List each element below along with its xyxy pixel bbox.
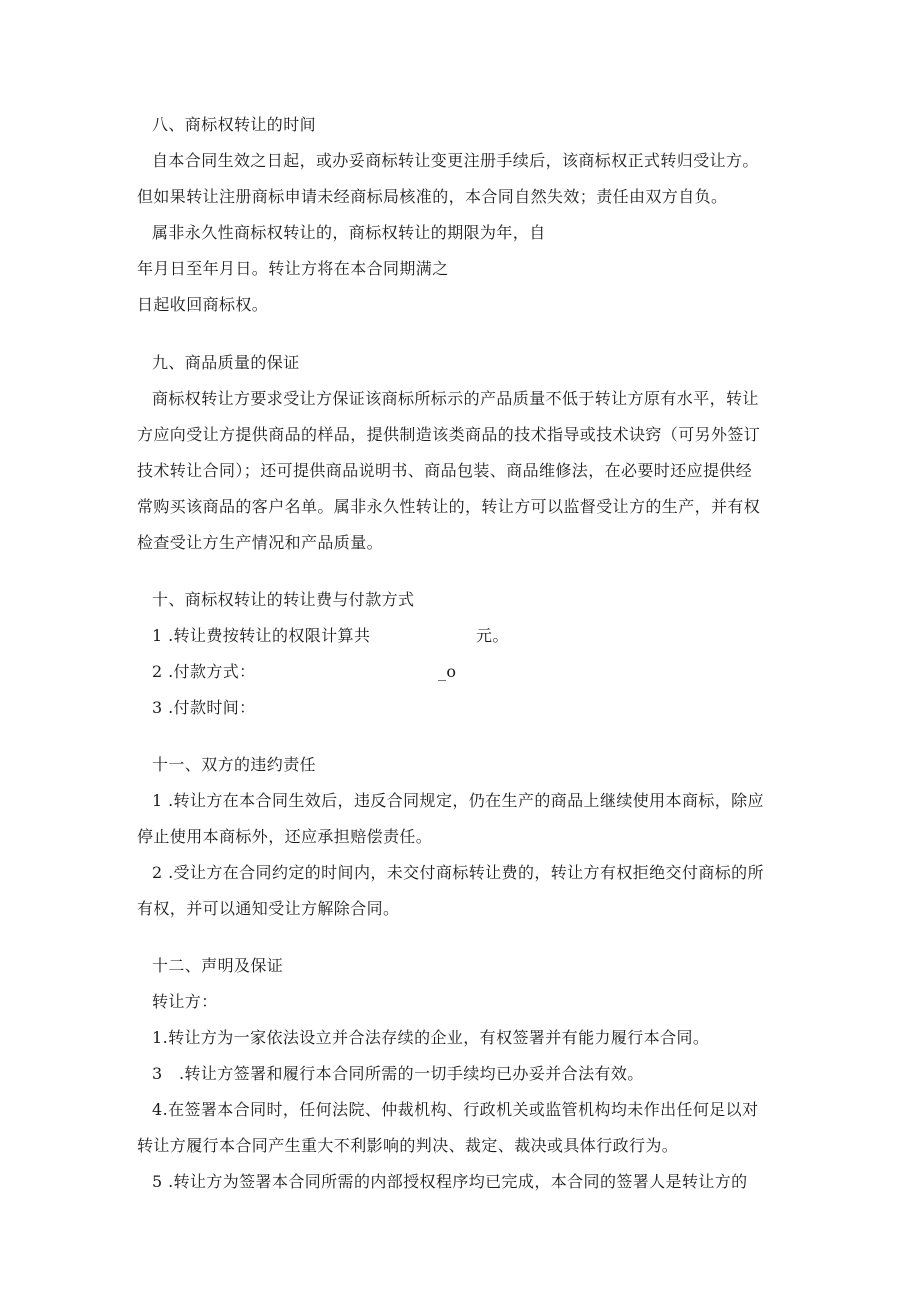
section-10-item-3: 3 .付款时间：: [152, 698, 256, 717]
section-9-line-1: 商标权转让方要求受让方保证该商标所标示的产品质量不低于转让方原有水平，转让: [152, 389, 759, 408]
section-9-heading: 九、商品质量的保证: [152, 353, 300, 372]
section-9-line-2: 方应向受让方提供商品的样品，提供制造该类商品的技术指导或技术诀窍（可另外签订: [137, 425, 761, 444]
section-9-line-3: 技术转让合同）；还可提供商品说明书、商品包装、商品维修法，在必要时还应提供经: [137, 461, 753, 480]
section-12-line-1: 转让方：: [152, 992, 218, 1011]
section-8-line-3: 属非永久性商标权转让的，商标权转让的期限为年，自: [152, 223, 546, 242]
section-12-heading: 十二、声明及保证: [152, 956, 284, 975]
section-10-item-2-suffix: _o: [438, 662, 457, 681]
section-8-heading: 八、商标权转让的时间: [152, 115, 317, 134]
section-8-line-5: 日起收回商标权。: [137, 295, 269, 314]
section-8-line-2: 但如果转让注册商标申请未经商标局核准的，本合同自然失效；责任由双方自负。: [137, 187, 728, 206]
section-11-line-2: 停止使用本商标外，还应承担赔偿责任。: [137, 827, 433, 846]
section-11-line-1: 1 .转让方在本合同生效后，违反合同规定，仍在生产的商品上继续使用本商标，除应: [152, 791, 764, 810]
section-12-line-4: 4.在签署本合同时，任何法院、仲裁机构、行政机关或监管机构均未作出任何足以对: [152, 1100, 759, 1119]
section-12-line-3: 3 .转让方签署和履行本合同所需的一切手续均已办妥并合法有效。: [152, 1064, 644, 1083]
section-10-item-1: 1 .转让费按转让的权限计算共: [152, 626, 371, 645]
section-8-line-4: 年月日至年月日。转让方将在本合同期满之: [137, 259, 449, 278]
section-10-item-1-suffix: 元。: [476, 626, 509, 645]
section-11-heading: 十一、双方的违约责任: [152, 755, 317, 774]
section-8-line-1: 自本合同生效之日起，或办妥商标转让变更注册手续后，该商标权正式转归受让方。: [152, 151, 759, 170]
section-11-line-4: 有权，并可以通知受让方解除合同。: [137, 899, 400, 918]
section-12-line-6: 5 .转让方为签署本合同所需的内部授权程序均已完成，本合同的签署人是转让方的: [152, 1172, 748, 1191]
section-11-line-3: 2 .受让方在合同约定的时间内，未交付商标转让费的，转让方有权拒绝交付商标的所: [152, 863, 764, 882]
section-9-line-4: 常购买该商品的客户名单。属非永久性转让的，转让方可以监督受让方的生产，并有权: [137, 497, 761, 516]
section-12-line-5: 转让方履行本合同产生重大不利影响的判决、裁定、裁决或具体行政行为。: [137, 1136, 679, 1155]
section-9-line-5: 检查受让方生产情况和产品质量。: [137, 533, 384, 552]
section-10-heading: 十、商标权转让的转让费与付款方式: [152, 590, 415, 609]
section-12-line-2: 1.转让方为一家依法设立并合法存续的企业，有权签署并有能力履行本合同。: [152, 1028, 710, 1047]
section-10-item-2: 2 .付款方式：: [152, 662, 256, 681]
